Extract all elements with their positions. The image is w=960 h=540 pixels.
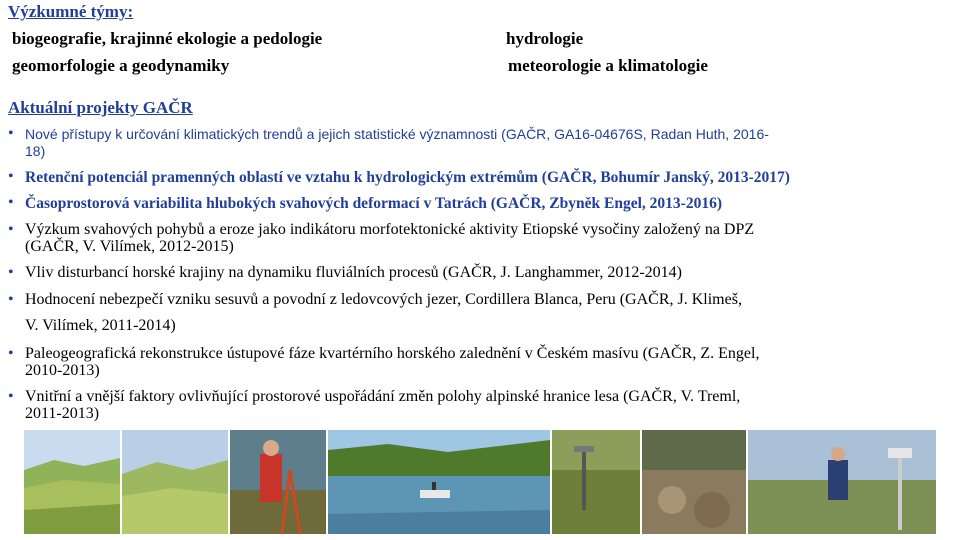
team-item: biogeografie, krajinné ekologie a pedologie <box>12 29 323 48</box>
project-item: Vliv disturbancí horské krajiny na dynamiku fluviálních procesů (GAČR, J. Langhammer, 2012-2014) <box>25 264 682 281</box>
project-item-cont: 2010-2013) <box>25 362 100 379</box>
field-instrument-photo <box>748 430 936 534</box>
project-item: Vnitřní a vnější faktory ovlivňující prostorové uspořádání změn polohy alpinské hranice lesa (GAČR, V. Treml, <box>25 388 741 405</box>
surveyor-photo <box>230 430 326 534</box>
teams-title: Výzkumné týmy: <box>8 2 134 21</box>
forest-floor-photo <box>642 430 746 534</box>
project-item-cont: (GAČR, V. Vilímek, 2012-2015) <box>25 238 234 255</box>
project-item: Výzkum svahových pohybů a eroze jako indikátoru morfotektonické aktivity Etiopské vysočiny založený na DPZ <box>25 221 755 238</box>
team-item: hydrologie <box>506 29 584 48</box>
project-item-cont: 18) <box>25 143 46 159</box>
team-item: geomorfologie a geodynamiky <box>12 56 230 75</box>
bullet-icon: • <box>8 221 14 238</box>
bullet-icon: • <box>8 264 14 281</box>
mountain-meadow-photo <box>24 430 120 534</box>
mountain-ridge-photo <box>122 430 228 534</box>
projects-title: Aktuální projekty GAČR <box>8 98 193 117</box>
project-item: Časoprostorová variabilita hlubokých svahových deformací v Tatrách (GAČR, Zbyněk Engel, 2013-2016) <box>25 195 722 212</box>
project-item-cont: V. Vilímek, 2011-2014) <box>25 317 176 334</box>
project-item: Nové přístupy k určování klimatických trendů a jejich statistické významnosti (GAČR, GA16-04676S, Radan Huth, 2016- <box>25 126 769 142</box>
wetland-photo <box>552 430 640 534</box>
bullet-icon: • <box>8 194 14 211</box>
bullet-icon: • <box>8 345 14 362</box>
bullet-icon: • <box>8 168 14 185</box>
team-item: meteorologie a klimatologie <box>508 56 708 75</box>
bullet-icon: • <box>8 125 14 142</box>
lake-boat-photo <box>328 430 550 534</box>
bullet-icon: • <box>8 388 14 405</box>
project-item: Paleogeografická rekonstrukce ústupové fáze kvartérního horského zalednění v Českém masívu (GAČR, Z. Engel, <box>25 345 760 362</box>
project-item: Hodnocení nebezpečí vzniku sesuvů a povodní z ledovcových jezer, Cordillera Blanca, Peru (GAČR, J. Klimeš, <box>25 291 742 308</box>
project-item: Retenční potenciál pramenných oblastí ve vztahu k hydrologickým extrémům (GAČR, Bohumír Janský, 2013-2017) <box>25 169 790 186</box>
bullet-icon: • <box>8 291 14 308</box>
project-item-cont: 2011-2013) <box>25 405 100 422</box>
